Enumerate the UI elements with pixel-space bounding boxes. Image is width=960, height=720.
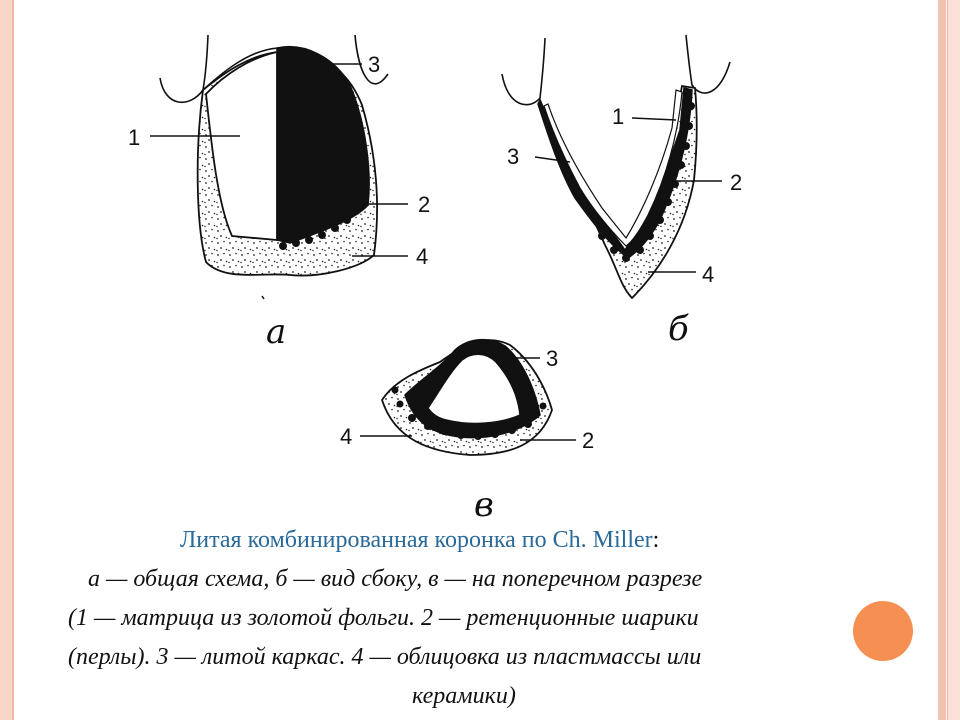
- panel-c-label-3: 3: [546, 346, 559, 371]
- panel-a-label-3: 3: [368, 52, 381, 77]
- panel-a-label-4: 4: [416, 244, 429, 269]
- caption-line-1: а — общая схема, б — вид сбоку, в — на поперечном разрезе: [88, 566, 703, 592]
- caption-line-2: (1 — матрица из золотой фольги. 2 — ретенционные шарики: [68, 605, 699, 631]
- panel-a-label-2: 2: [418, 192, 431, 217]
- panel-a-letter: а: [266, 312, 287, 352]
- panel-b-label-4: 4: [702, 262, 715, 287]
- caption-line-4: керамики): [412, 683, 516, 709]
- panel-b: [502, 35, 742, 349]
- panel-b-letter: б: [668, 309, 689, 349]
- panel-c-label-2: 2: [582, 428, 595, 453]
- panel-b-label-3: 3: [507, 144, 520, 169]
- caption-line-3: (перлы). 3 — литой каркас. 4 — облицовка из пластмассы или: [68, 644, 702, 670]
- panel-a: [128, 35, 430, 352]
- laser-pointer-dot: [853, 601, 913, 661]
- caption-title: [180, 527, 900, 554]
- panel-c-label-4: 4: [340, 424, 353, 449]
- panel-c-letter: в: [474, 485, 494, 525]
- caption-title-colon: :: [652, 527, 660, 553]
- panel-b-label-2: 2: [730, 170, 743, 195]
- panel-c: [340, 340, 594, 525]
- panel-b-label-1: 1: [612, 104, 625, 129]
- caption-title-text: Литая комбинированная коронка по Ch. Miller: [180, 527, 653, 553]
- panel-a-label-1: 1: [128, 125, 141, 150]
